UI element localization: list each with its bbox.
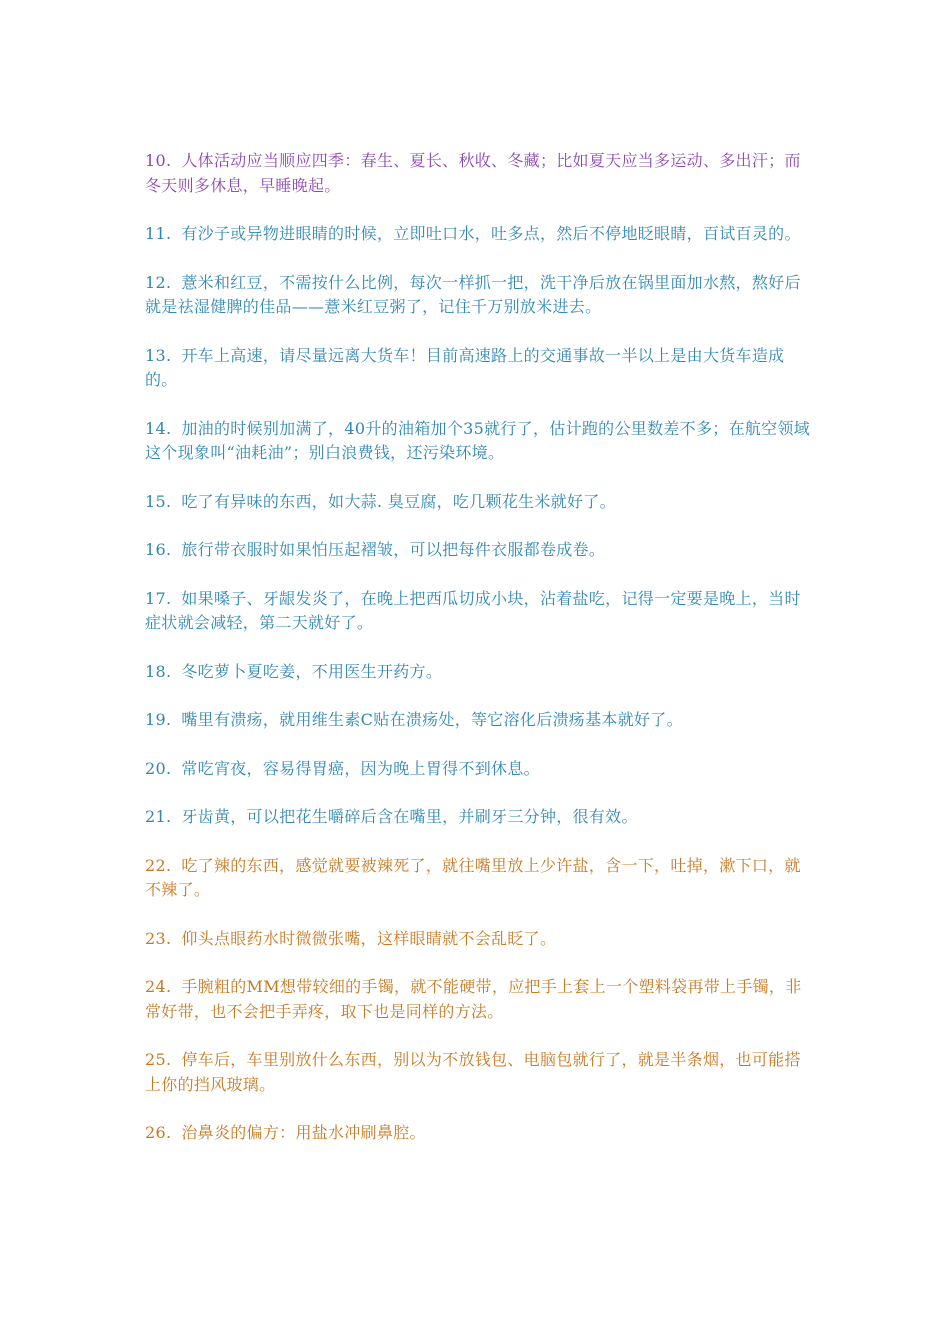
item-number: 13. — [145, 345, 172, 365]
item-text: 开车上高速，请尽量远离大货车！目前高速路上的交通事故一半以上是由大货车造成的。 — [145, 345, 785, 389]
item-text: 人体活动应当顺应四季：春生、夏长、秋收、冬藏；比如夏天应当多运动、多出汗；而冬天则多休息，早睡晚起。 — [145, 151, 801, 195]
list-item — [145, 805, 817, 830]
item-number: 22. — [145, 855, 172, 875]
list-item — [145, 757, 817, 782]
list-item — [145, 538, 817, 563]
item-text: 冬吃萝卜夏吃姜，不用医生开药方。 — [181, 661, 443, 681]
list-item — [145, 490, 817, 515]
item-number: 14. — [145, 418, 172, 438]
list-item — [145, 222, 817, 247]
item-text: 如果嗓子、牙龈发炎了，在晚上把西瓜切成小块，沾着盐吃，记得一定要是晚上，当时症状就会减轻，第二天就好了。 — [145, 588, 801, 632]
list-item — [145, 587, 817, 636]
item-text: 停车后，车里别放什么东西，别以为不放钱包、电脑包就行了，就是半条烟，也可能搭上你的挡风玻璃。 — [145, 1050, 801, 1094]
list-item — [145, 854, 817, 903]
list-item — [145, 1121, 817, 1146]
item-text: 牙齿黄，可以把花生嚼碎后含在嘴里，并刷牙三分钟，很有效。 — [181, 807, 638, 826]
item-text: 有沙子或异物进眼睛的时候，立即吐口水，吐多点，然后不停地眨眼睛，百试百灵的。 — [181, 224, 801, 243]
item-text: 加油的时候别加满了，40升的油箱加个35就行了，估计跑的公里数差不多；在航空领域这个现象叫“油耗油”；别白浪费钱，还污染环境。 — [145, 418, 811, 462]
list-item — [145, 708, 817, 733]
item-text: 仰头点眼药水时微微张嘴，这样眼睛就不会乱眨了。 — [181, 928, 557, 948]
item-number: 20. — [145, 758, 172, 778]
list-item — [145, 1048, 817, 1097]
item-text: 治鼻炎的偏方：用盐水冲刷鼻腔。 — [181, 1123, 426, 1142]
item-number: 24. — [145, 977, 172, 996]
item-text: 薏米和红豆，不需按什么比例，每次一样抓一把，洗干净后放在锅里面加水熬，熬好后就是祛湿健脾的佳品——薏米红豆粥了，记住千万别放米进去。 — [145, 272, 801, 316]
item-number: 11. — [145, 224, 172, 243]
item-number: 15. — [145, 491, 172, 511]
item-number: 10. — [145, 151, 172, 170]
list-item — [145, 927, 817, 952]
item-text: 常吃宵夜，容易得胃癌，因为晚上胃得不到休息。 — [181, 758, 540, 778]
item-number: 16. — [145, 540, 172, 559]
list-item — [145, 975, 817, 1024]
item-number: 23. — [145, 928, 172, 948]
item-text: 手腕粗的MM想带较细的手镯，就不能硬带，应把手上套上一个塑料袋再带上手镯，非常好带，也不会把手弄疼，取下也是同样的方法。 — [145, 977, 802, 1021]
item-number: 12. — [145, 272, 172, 292]
item-text: 嘴里有溃疡，就用维生素C贴在溃疡处，等它溶化后溃疡基本就好了。 — [181, 710, 683, 729]
item-number: 21. — [145, 807, 172, 826]
item-number: 19. — [145, 710, 172, 729]
item-text: 吃了辣的东西，感觉就要被辣死了，就往嘴里放上少许盐，含一下，吐掉，漱下口，就不辣了。 — [145, 855, 801, 899]
item-number: 26. — [145, 1123, 172, 1142]
list-item — [145, 417, 817, 466]
list-item — [145, 271, 817, 320]
tips-list — [145, 149, 817, 1170]
item-number: 25. — [145, 1050, 172, 1069]
list-item — [145, 660, 817, 685]
item-number: 18. — [145, 661, 172, 681]
item-text: 吃了有异味的东西，如大蒜. 臭豆腐，吃几颗花生米就好了。 — [181, 491, 616, 511]
item-number: 17. — [145, 588, 172, 608]
item-text: 旅行带衣服时如果怕压起褶皱，可以把每件衣服都卷成卷。 — [181, 540, 606, 559]
list-item — [145, 344, 817, 393]
list-item — [145, 149, 817, 198]
